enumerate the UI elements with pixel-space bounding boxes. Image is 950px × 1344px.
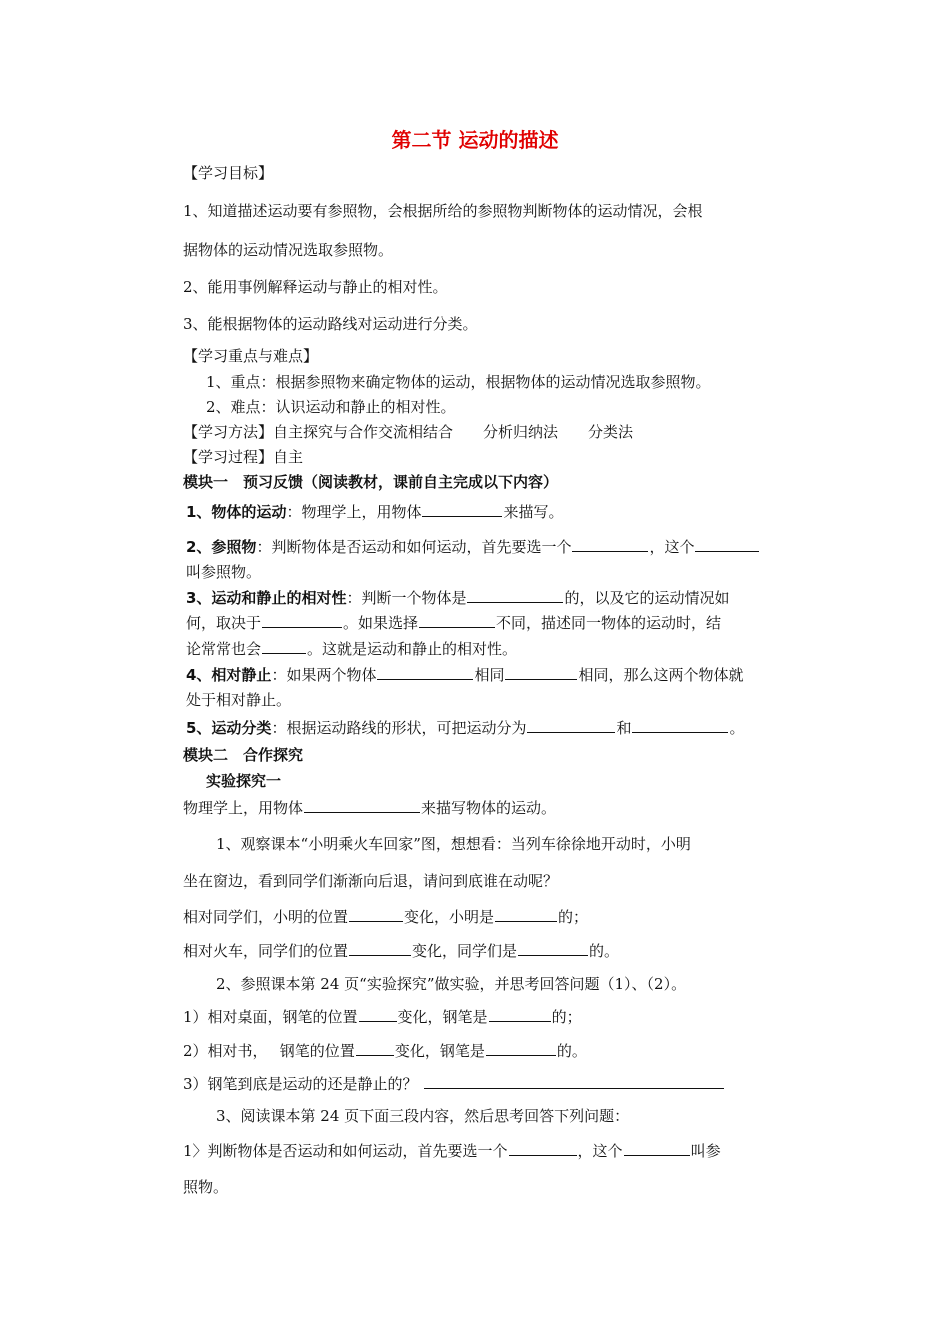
q5-text-a: ：根据运动路线的形状，可把运动分为 — [271, 719, 527, 737]
module1-q4-cont: 处于相对静止。 — [186, 691, 292, 709]
q2-text-a: ：判断物体是否运动和如何运动，首先要选一个 — [256, 538, 572, 556]
q4-blank-2[interactable] — [505, 664, 577, 680]
p2q1-text-a: 1）相对桌面，钢笔的位置 — [183, 1008, 358, 1026]
module1-header: 模块一 预习反馈（阅读教材，课前自主完成以下内容） — [183, 473, 559, 491]
objective-3: 3、能根据物体的运动路线对运动进行分类。 — [183, 315, 478, 333]
p2q1-text-c: 的； — [551, 1008, 582, 1026]
page-title: 第二节 运动的描述 — [391, 128, 559, 152]
module1-q2-cont: 叫参照物。 — [186, 563, 262, 581]
q5-label: 5、运动分类 — [186, 719, 272, 737]
q2-label: 2、参照物 — [186, 538, 257, 556]
objective-2: 2、能用事例解释运动与静止的相对性。 — [183, 278, 448, 296]
q3-text-f: 论常常也会 — [186, 640, 262, 658]
p1c-text-1: 相对同学们，小明的位置 — [183, 908, 349, 926]
p2q3-blank[interactable] — [424, 1073, 724, 1089]
module2-line-1 — [183, 797, 556, 818]
module2-p2-q3 — [183, 1073, 725, 1094]
experiment-1-title: 实验探究一 — [206, 772, 282, 790]
focus-key-point: 1、重点：根据参照物来确定物体的运动，根据物体的运动情况选取参照物。 — [206, 373, 711, 391]
objective-1-line-2: 据物体的运动情况选取参照物。 — [183, 241, 394, 259]
study-process: 【学习过程】自主 — [183, 448, 304, 466]
module1-q4 — [186, 664, 744, 685]
q1-text-b: 来描写。 — [503, 503, 564, 521]
module1-q3-line-3 — [186, 638, 517, 659]
p3q1-blank-1[interactable] — [509, 1140, 577, 1156]
q3-text-g: 。这就是运动和静止的相对性。 — [307, 640, 518, 658]
objective-1-line-1: 1、知道描述运动要有参照物，会根据所给的参照物判断物体的运动情况，会根 — [183, 202, 703, 220]
p3q1-text-a: 1〉判断物体是否运动和如何运动，首先要选一个 — [183, 1142, 508, 1160]
q1-blank[interactable] — [422, 501, 502, 517]
p2q3-text: 3）钢笔到底是运动的还是静止的？ — [183, 1075, 418, 1093]
module2-p3-q1 — [183, 1140, 721, 1161]
objectives-header: 【学习目标】 — [183, 164, 274, 182]
p1d-blank-2[interactable] — [518, 940, 588, 956]
module2-p2-q2 — [183, 1040, 587, 1061]
module2-header: 模块二 合作探究 — [183, 746, 304, 764]
q3-label: 3、运动和静止的相对性 — [186, 589, 347, 607]
module1-q3 — [186, 587, 729, 608]
p3q1-blank-2[interactable] — [624, 1140, 690, 1156]
p1c-text-3: 的； — [558, 908, 589, 926]
module2-p1-line-4 — [183, 940, 619, 961]
line1-text-a: 物理学上，用物体 — [183, 799, 304, 817]
q4-blank-1[interactable] — [377, 664, 473, 680]
q2-text-b: ，这个 — [649, 538, 695, 556]
q1-text-a: ：物理学上，用物体 — [286, 503, 422, 521]
p2q2-blank-2[interactable] — [486, 1040, 556, 1056]
p2q1-blank-2[interactable] — [489, 1006, 551, 1022]
module2-p3: 3、阅读课本第 24 页下面三段内容，然后思考回答下列问题： — [216, 1107, 630, 1125]
p3q1-text-b: ，这个 — [577, 1142, 623, 1160]
module1-q2 — [186, 536, 760, 557]
p1c-blank-2[interactable] — [495, 906, 557, 922]
line1-text-b: 来描写物体的运动。 — [421, 799, 557, 817]
module2-p1-line-2: 坐在窗边，看到同学们渐渐向后退，请问到底谁在动呢？ — [183, 872, 559, 890]
q3-text-d: 。如果选择 — [343, 614, 419, 632]
module1-q3-line-2 — [186, 612, 721, 633]
q3-text-b: 的，以及它的运动情况如 — [564, 589, 730, 607]
p1d-text-3: 的。 — [589, 942, 620, 960]
q4-text-a: ：如果两个物体 — [271, 666, 377, 684]
q4-text-b: 相同 — [474, 666, 505, 684]
study-method: 【学习方法】自主探究与合作交流相结合 分析归纳法 分类法 — [183, 423, 634, 441]
p2q1-blank-1[interactable] — [359, 1006, 397, 1022]
module2-p2-q1 — [183, 1006, 582, 1027]
p1d-blank-1[interactable] — [349, 940, 411, 956]
p2q2-blank-1[interactable] — [356, 1040, 394, 1056]
p1c-blank-1[interactable] — [349, 906, 403, 922]
p1d-text-2: 变化，同学们是 — [412, 942, 518, 960]
p1d-text-1: 相对火车，同学们的位置 — [183, 942, 349, 960]
q5-text-b: 和 — [616, 719, 632, 737]
module2-p3-q1-cont: 照物。 — [183, 1178, 229, 1196]
p2q1-text-b: 变化，钢笔是 — [397, 1008, 488, 1026]
focus-difficulty: 2、难点：认识运动和静止的相对性。 — [206, 398, 456, 416]
module2-p1-line-1: 1、观察课本“小明乘火车回家”图，想想看：当列车徐徐地开动时，小明 — [216, 835, 691, 853]
line1-blank[interactable] — [304, 797, 420, 813]
q3-blank-4[interactable] — [262, 638, 306, 654]
p3q1-text-c: 叫参 — [690, 1142, 721, 1160]
q1-label: 1、物体的运动 — [186, 503, 287, 521]
module2-p2: 2、参照课本第 24 页“实验探究”做实验，并思考回答问题（1）、（2）。 — [216, 975, 687, 993]
module1-q5 — [186, 717, 745, 738]
q4-text-c: 相同，那么这两个物体就 — [578, 666, 744, 684]
q2-blank-1[interactable] — [572, 536, 648, 552]
q3-text-a: ：判断一个物体是 — [346, 589, 467, 607]
module2-p1-line-3 — [183, 906, 588, 927]
p2q2-text-c: 的。 — [556, 1042, 587, 1060]
focus-header: 【学习重点与难点】 — [183, 347, 319, 365]
q5-text-c: 。 — [729, 719, 745, 737]
q3-blank-2[interactable] — [262, 612, 342, 628]
q3-text-e: 不同，描述同一物体的运动时，结 — [496, 614, 722, 632]
q5-blank-2[interactable] — [632, 717, 728, 733]
q3-blank-3[interactable] — [419, 612, 495, 628]
q4-label: 4、相对静止 — [186, 666, 272, 684]
q3-text-c: 何，取决于 — [186, 614, 262, 632]
p2q2-text-a: 2）相对书， 钢笔的位置 — [183, 1042, 355, 1060]
p1c-text-2: 变化，小明是 — [404, 908, 495, 926]
q3-blank-1[interactable] — [467, 587, 563, 603]
p2q2-text-b: 变化，钢笔是 — [394, 1042, 485, 1060]
q5-blank-1[interactable] — [527, 717, 615, 733]
module1-q1 — [186, 501, 563, 522]
q2-blank-2[interactable] — [695, 536, 759, 552]
